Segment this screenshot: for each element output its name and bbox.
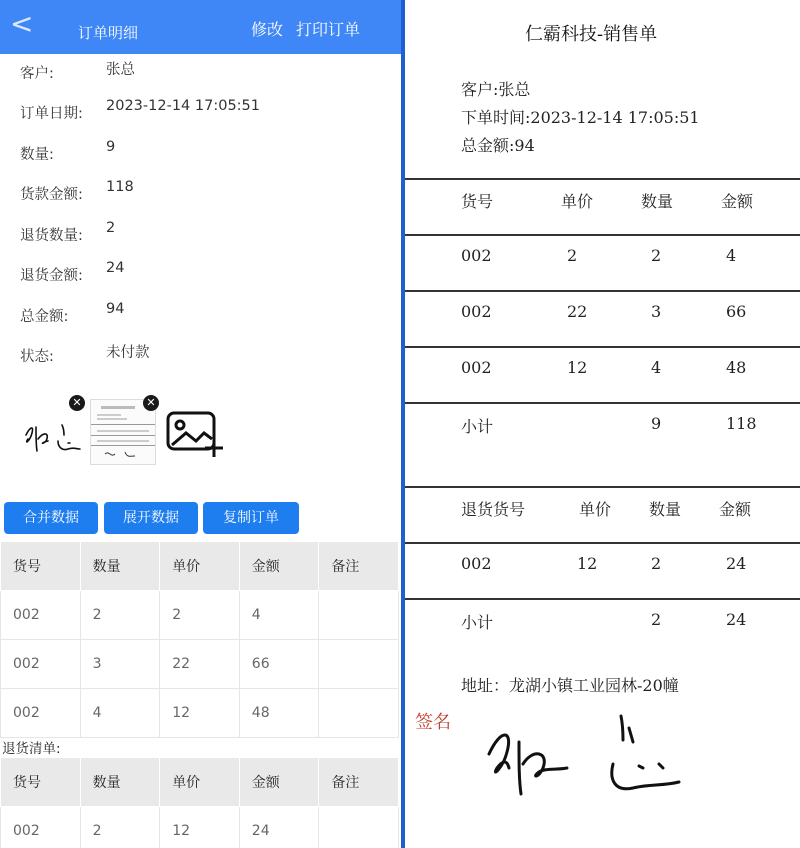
receipt-return-cell-unit-price: 12 xyxy=(577,554,598,573)
table-header-row xyxy=(1,758,399,807)
receipt-divider xyxy=(405,598,800,600)
cell-sku: 002 xyxy=(1,689,81,738)
info-label: 数量: xyxy=(20,147,54,163)
cell-notes xyxy=(319,807,399,848)
cell-amount: 48 xyxy=(239,689,319,738)
merge-data-button[interactable]: 合并数据 xyxy=(4,502,98,534)
receipt-cell-sku: 002 xyxy=(461,302,492,321)
receipt-address: 地址：龙湖小镇工业园林-20幢 xyxy=(461,676,679,695)
info-row-status xyxy=(20,345,390,369)
receipt-cell-amount: 48 xyxy=(726,358,747,377)
receipt-title: 仁霸科技-销售单 xyxy=(525,24,658,45)
order-items-table xyxy=(0,541,399,738)
info-value: 118 xyxy=(106,179,134,195)
receipt-cell-amount: 4 xyxy=(726,246,737,265)
column-header-unit-price: 单价 xyxy=(160,542,240,591)
receipt-order-time: 下单时间:2023-12-14 17:05:51 xyxy=(461,108,700,127)
receipt-header-amount: 金额 xyxy=(721,192,754,211)
receipt-return-subtotal-quantity: 2 xyxy=(651,610,662,629)
table-row[interactable] xyxy=(1,591,399,640)
table-row[interactable] xyxy=(1,640,399,689)
table-row[interactable] xyxy=(1,689,399,738)
table-row[interactable] xyxy=(1,807,399,848)
info-row-customer xyxy=(20,62,390,86)
info-row-goods-amount xyxy=(20,179,390,207)
receipt-divider xyxy=(405,402,800,404)
receipt-cell-unit-price: 2 xyxy=(567,246,578,265)
receipt-subtotal-amount: 118 xyxy=(726,414,757,433)
info-label: 状态: xyxy=(20,349,54,365)
info-label: 退货数量: xyxy=(20,228,83,244)
cell-quantity: 3 xyxy=(80,640,160,689)
receipt-return-cell-sku: 002 xyxy=(461,554,492,573)
signature-image xyxy=(483,708,723,808)
info-value: 94 xyxy=(106,301,125,317)
info-label: 客户: xyxy=(20,66,54,82)
attachment-list xyxy=(18,393,258,465)
receipt-return-header-sku: 退货货号 xyxy=(461,500,526,519)
page-title: 订单明细 xyxy=(78,24,139,42)
cell-amount: 24 xyxy=(239,807,319,848)
table-header-row xyxy=(1,542,399,591)
returns-list-title: 退货清单: xyxy=(2,741,61,757)
cell-amount: 4 xyxy=(239,591,319,640)
receipt-divider xyxy=(405,178,800,180)
info-value: 张总 xyxy=(106,62,135,78)
column-header-sku: 货号 xyxy=(1,542,81,591)
receipt-customer: 客户:张总 xyxy=(461,80,531,99)
cell-notes xyxy=(319,591,399,640)
info-row-order-date xyxy=(20,98,390,126)
receipt-header-quantity: 数量 xyxy=(641,192,674,211)
expand-data-button[interactable]: 展开数据 xyxy=(104,502,198,534)
back-icon[interactable]: < xyxy=(10,7,34,40)
receipt-divider xyxy=(405,234,800,236)
cell-sku: 002 xyxy=(1,807,81,848)
info-value: 2 xyxy=(106,220,116,236)
cell-amount: 66 xyxy=(239,640,319,689)
cell-quantity: 2 xyxy=(80,591,160,640)
column-header-quantity: 数量 xyxy=(80,758,160,807)
info-value: 24 xyxy=(106,260,125,276)
receipt-total: 总金额:94 xyxy=(461,136,535,155)
cell-quantity: 2 xyxy=(80,807,160,848)
top-bar xyxy=(0,0,401,54)
returns-table xyxy=(0,757,399,848)
cell-quantity: 4 xyxy=(80,689,160,738)
receipt-return-header-unit-price: 单价 xyxy=(579,500,612,519)
info-row-total-amount xyxy=(20,301,390,329)
info-label: 退货金额: xyxy=(20,268,83,284)
receipt-cell-sku: 002 xyxy=(461,246,492,265)
receipt-divider xyxy=(405,346,800,348)
cell-unit-price: 22 xyxy=(160,640,240,689)
edit-button[interactable]: 修改 xyxy=(251,20,284,39)
receipt-return-subtotal-label: 小计 xyxy=(461,613,494,632)
column-header-notes: 备注 xyxy=(319,758,399,807)
info-row-return-quantity xyxy=(20,220,390,248)
receipt-return-cell-quantity: 2 xyxy=(651,554,662,573)
info-value: 2023-12-14 17:05:51 xyxy=(106,98,260,114)
remove-signature-icon[interactable]: ✕ xyxy=(69,395,85,411)
column-header-sku: 货号 xyxy=(1,758,81,807)
receipt-divider xyxy=(405,542,800,544)
add-image-icon[interactable] xyxy=(166,409,226,459)
receipt-return-header-amount: 金额 xyxy=(719,500,752,519)
cell-unit-price: 2 xyxy=(160,591,240,640)
receipt-divider xyxy=(405,486,800,488)
receipt-cell-amount: 66 xyxy=(726,302,747,321)
receipt-header-sku: 货号 xyxy=(461,192,494,211)
receipt-cell-unit-price: 22 xyxy=(567,302,588,321)
cell-sku: 002 xyxy=(1,640,81,689)
column-header-unit-price: 单价 xyxy=(160,758,240,807)
cell-unit-price: 12 xyxy=(160,807,240,848)
receipt-cell-sku: 002 xyxy=(461,358,492,377)
cell-notes xyxy=(319,640,399,689)
receipt-cell-quantity: 2 xyxy=(651,246,662,265)
copy-order-button[interactable]: 复制订单 xyxy=(203,502,299,534)
cell-unit-price: 12 xyxy=(160,689,240,738)
signature-label: 签名 xyxy=(415,712,451,733)
column-header-notes: 备注 xyxy=(319,542,399,591)
receipt-return-header-quantity: 数量 xyxy=(649,500,682,519)
info-row-quantity xyxy=(20,139,390,167)
print-order-button[interactable]: 打印订单 xyxy=(296,20,361,39)
receipt-return-subtotal-amount: 24 xyxy=(726,610,747,629)
receipt-cell-unit-price: 12 xyxy=(567,358,588,377)
receipt-subtotal-quantity: 9 xyxy=(651,414,662,433)
column-header-amount: 金额 xyxy=(239,758,319,807)
receipt-divider xyxy=(405,290,800,292)
cell-notes xyxy=(319,689,399,738)
column-header-quantity: 数量 xyxy=(80,542,160,591)
info-label: 总金额: xyxy=(20,309,69,325)
cell-sku: 002 xyxy=(1,591,81,640)
info-label: 货款金额: xyxy=(20,187,83,203)
receipt-subtotal-label: 小计 xyxy=(461,417,494,436)
info-value: 未付款 xyxy=(106,345,150,361)
receipt-cell-quantity: 3 xyxy=(651,302,662,321)
info-row-return-amount xyxy=(20,260,390,288)
info-label: 订单日期: xyxy=(20,106,83,122)
receipt-header-unit-price: 单价 xyxy=(561,192,594,211)
receipt-preview xyxy=(405,0,800,848)
column-header-amount: 金额 xyxy=(239,542,319,591)
info-value: 9 xyxy=(106,139,116,155)
remove-receipt-icon[interactable]: ✕ xyxy=(143,395,159,411)
receipt-cell-quantity: 4 xyxy=(651,358,662,377)
receipt-return-cell-amount: 24 xyxy=(726,554,747,573)
